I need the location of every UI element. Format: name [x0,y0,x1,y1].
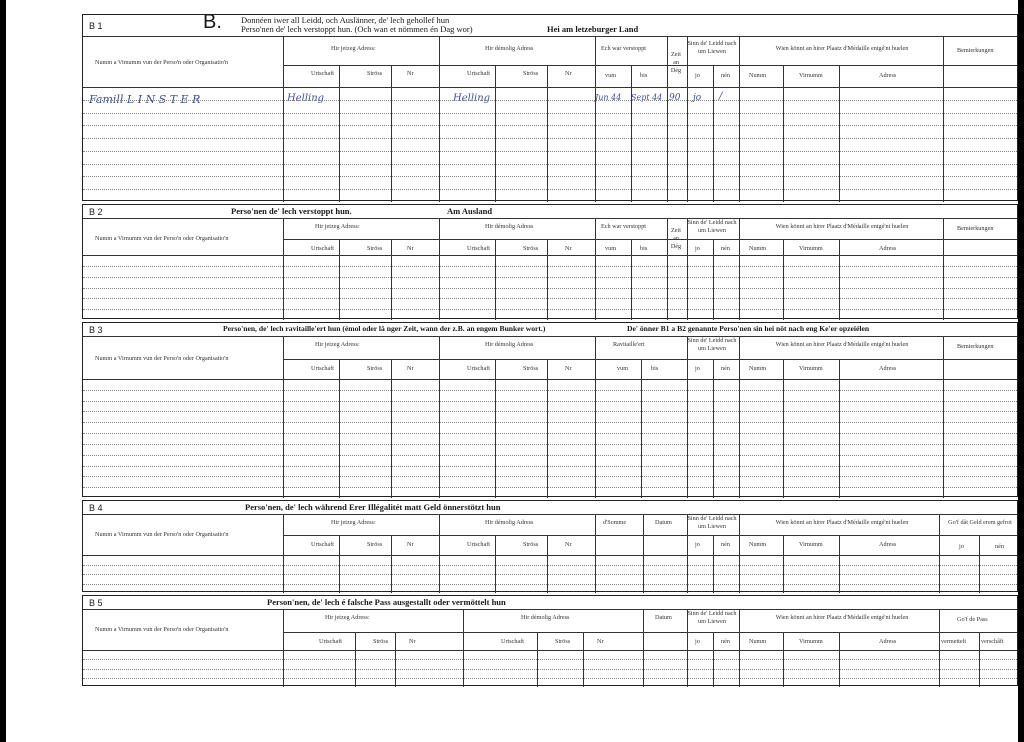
b5-sub-issued: vermettelt [941,638,967,645]
b2-col-remarks: Bemierkungen [957,225,994,232]
section-b3-subcol-divider [495,359,496,498]
b2-col-current: Hir jetzeg Adress: [315,223,360,230]
b1-sub-place: Urtschaft [311,70,335,77]
section-b2-row-line [83,309,1017,310]
b1-sub-street-2: Ströss [523,70,539,77]
b4-sub-place: Urtschaft [311,541,335,548]
b3-sub-from: vum [617,365,629,372]
section-b2-subcol-divider [547,239,548,320]
section-b3 [82,322,1018,497]
section-b4-subheader-line [283,535,1017,536]
section-b3-subcol-divider [839,359,840,498]
section-b2-subheader-line [283,239,1017,240]
section-b3-row-line [83,444,1017,445]
b1-entry-current: Helling [287,93,325,104]
b5-sub-nr-2: Nr [597,638,604,645]
scan-edge-left [0,0,6,742]
b1-entry-mark: / [719,91,723,102]
b1-entry-days: 90 [669,93,681,103]
section-b1-subcol-divider [713,65,714,202]
section-b2-id: B 2 [89,207,103,217]
section-b1-subcol-divider [667,65,668,202]
b2-sub-to: bis [640,245,648,252]
section-b1-row-line [83,125,1017,126]
b2-sub-no: nén [721,245,730,252]
section-b2-col-divider [283,219,284,320]
b1-entry-yes: jo [693,93,702,103]
b1-col-former: Hir démolig Adress [485,45,534,52]
section-b1 [82,11,1018,201]
b2-col-hidden: Ech war verstoppt [601,223,647,230]
section-b1-row-line [83,113,1017,114]
section-b2-row-line [83,266,1017,267]
b3-col-remarks: Bemierkungen [957,343,994,350]
b2-sub-street-2: Ströss [523,245,539,252]
section-b1-subcol-divider [739,65,740,202]
b1-sub-nr-2: Nr [565,70,572,77]
section-b2-subcol-divider [339,239,340,320]
b5-sub-address: Adress [879,638,897,645]
b5-sub-street: Ströss [373,638,389,645]
b5-sub-place: Urtschaft [319,638,343,645]
b4-sub-no: nén [721,541,730,548]
section-b3-subcol-divider [783,359,784,498]
section-b1-row-line [83,164,1017,165]
section-b3-row-line [83,401,1017,402]
b4-sub-nr: Nr [407,541,414,548]
b1-sub-no: nén [721,72,730,79]
b5-sub-place-2: Urtschaft [501,638,525,645]
section-b1-row-line [83,138,1017,139]
section-b5-col-divider [687,610,688,687]
section-b2-subcol-divider [713,239,714,320]
b4-sub-nr-2: Nr [565,541,572,548]
b1-col-hidden: Ech war verstoppt [601,45,647,52]
b3-sub-to: bis [651,365,659,372]
b3-sub-nr-2: Nr [565,365,572,372]
b4-sub-street: Ströss [367,541,383,548]
section-b3-subcol-divider [943,359,944,498]
b1-sub-nr: Nr [407,70,414,77]
section-b2-subcol-divider [839,239,840,320]
b4-col-former: Hir démolig Adress [485,519,534,526]
b1-entry-former: Helling [453,93,491,104]
section-b3-subcol-divider [391,359,392,498]
b1-entry-to: Sept 44 [631,93,663,102]
b5-col-pass: Go'f de Pass [957,616,988,623]
section-b3-subcol-divider [641,359,642,498]
b2-sub-nr-2: Nr [565,245,572,252]
section-b1-col-divider [283,37,284,202]
b2-col-name: Numm a Virnumm vun der Perso'n oder Organisatio'n [95,235,229,242]
b1-sub-firstname: Virnumm [799,72,823,79]
section-b1-subcol-divider [391,65,392,202]
section-b3-id: B 3 [89,325,103,335]
b5-sub-street-2: Ströss [555,638,571,645]
form-letter: B. [203,11,222,33]
section-b5-id: B 5 [89,598,103,608]
b1-col-current: Hir jetzeg Adress: [331,45,376,52]
section-b1-header [83,11,1017,37]
section-b1-subcol-divider [339,65,340,202]
b3-col-current: Hir jetzeg Adress: [315,341,360,348]
b2-sub-place-2: Urtschaft [467,245,491,252]
section-b4-row-line [83,565,1017,566]
b4-sub-no-money: nén [995,543,1004,550]
section-b1-title-right: Hei am letzeburger Land [547,24,639,34]
section-b2-row-line [83,277,1017,278]
section-b3-row-line [83,455,1017,456]
b1-sub-address: Adress [879,72,897,79]
b3-sub-yes: jo [695,365,700,372]
b5-col-name: Numm a Virnumm vun der Perso'n oder Organisatio'n [95,626,229,633]
section-b3-row-line [83,390,1017,391]
b3-col-medal: Wien könnt an hirer Plaatz d'Médaille entgé'nt huelen [775,341,909,348]
b5-col-former: Hir démolig Adress [521,614,570,621]
section-b3-row-line [83,411,1017,412]
section-b2 [82,204,1018,319]
b4-sub-place-2: Urtschaft [467,541,491,548]
section-b2-title: Perso'nen de' lech verstoppt hun. [231,206,352,216]
section-b5-row-line [83,678,1017,679]
section-b1-row-line [83,151,1017,152]
b3-sub-place: Urtschaft [311,365,335,372]
b4-col-medal: Wien könnt an hirer Plaatz d'Médaille entgé'nt huelen [775,519,909,526]
b1-sub-place-2: Urtschaft [467,70,491,77]
b2-sub-street: Ströss [367,245,383,252]
section-b1-row-line [83,100,1017,101]
section-b2-row-line [83,288,1017,289]
section-b4-id: B 4 [89,503,103,513]
b1-sub-from: vum [605,72,617,79]
b1-col-suffer: Sinn de' Leidd nach um Liewen [687,40,737,55]
b5-sub-no: nén [721,638,730,645]
b5-col-current: Hir jetzeg Adress: [325,614,370,621]
section-b3-row-line [83,466,1017,467]
section-b3-title: Perso'nen, de' lech ravitaille'ert hun (émol oder lä nger Zeit, wann der z.B. an engem Bunker wort.) [223,324,546,333]
b2-sub-from: vum [605,245,617,252]
b3-sub-street-2: Ströss [523,365,539,372]
b2-col-suffer: Sinn de' Leidd nach um Liewen [687,219,737,234]
b1-sub-street: Ströss [367,70,383,77]
section-b5-col-divider [283,610,284,687]
section-b4-row-line [83,574,1017,575]
section-b1-header-bottom [83,87,1017,88]
section-b1-id: B 1 [89,21,103,31]
section-b5-row-line [83,659,1017,660]
b1-col-remarks: Bemierkungen [957,47,994,54]
section-b5-header-bottom [83,650,1017,651]
b3-sub-nr: Nr [407,365,414,372]
b2-sub-nr: Nr [407,245,414,252]
section-b5-subheader-line [283,632,1017,633]
section-b3-row-line [83,433,1017,434]
b3-sub-street: Ströss [367,365,383,372]
b4-sub-address: Adress [879,541,897,548]
section-b2-subcol-divider [495,239,496,320]
section-b5-row-line [83,669,1017,670]
section-b3-header-bottom [83,379,1017,380]
section-b2-header [83,205,1017,219]
scan-edge-right [1018,0,1024,742]
section-b3-row-line [83,487,1017,488]
b1-entry-from: Jun 44 [595,93,622,102]
section-b3-row-line [83,422,1017,423]
b3-col-former: Hir démolig Adress [485,341,534,348]
section-b1-subcol-divider [495,65,496,202]
section-b1-subcol-divider [783,65,784,202]
section-b1-subcol-divider [547,65,548,202]
section-b1-subcol-divider [439,65,440,202]
b3-sub-no: nén [721,365,730,372]
b5-col-suffer: Sinn de' Leidd nach um Liewen [687,610,737,625]
b4-col-money: Go'f dåt Geld erem gefrot [948,519,1012,526]
section-b4-col-divider [687,515,688,593]
section-b1-subcol-divider [839,65,840,202]
section-b3-subcol-divider [547,359,548,498]
b3-sub-place-2: Urtschaft [467,365,491,372]
section-b2-row-line [83,298,1017,299]
section-b1-subcol-divider [943,65,944,202]
b5-sub-nr: Nr [409,638,416,645]
b4-col-date: Datum [655,519,672,526]
section-b1-row-line [83,189,1017,190]
section-b4-col-divider [283,515,284,593]
b4-sub-yes-money: jo [959,543,964,550]
section-b3-subcol-divider [339,359,340,498]
b1-sub-yes: jo [695,72,700,79]
b5-sub-yes: jo [695,638,700,645]
section-b3-row-line [83,476,1017,477]
section-b3-header [83,323,1017,337]
section-b1-title-1: Donnéen iwer all Leidd, och Auslänner, de' lech gehollef hun [241,15,450,25]
b4-col-sum: d'Somme [603,519,627,526]
b3-sub-address: Adress [879,365,897,372]
section-b5-title: Person'nen, de' lech é falsche Pass ausgestallt oder vermöttelt hun [267,597,506,607]
b3-sub-firstname: Virnumm [799,365,823,372]
b2-sub-yes: jo [695,245,700,252]
b2-sub-firstname: Virnumm [799,245,823,252]
section-b1-title-2: Perso'nen de' lech verstoppt hun. (Och wan et nömmen én Dag wor) [241,24,473,34]
section-b2-subcol-divider [739,239,740,320]
section-b4-col-divider [643,515,644,593]
section-b1-subcol-divider [631,65,632,202]
section-b2-subcol-divider [595,239,596,320]
section-b5 [82,595,1018,686]
section-b4-header-bottom [83,555,1017,556]
b4-sub-street-2: Ströss [523,541,539,548]
b4-sub-firstname: Virnumm [799,541,823,548]
section-b2-subcol-divider [631,239,632,320]
section-b3-subcol-divider [739,359,740,498]
b5-sub-made: verschâft [981,638,1004,645]
section-b4-title: Perso'nen, de' lech während Erer Illégalitét matt Geld önnerstötzt hun [245,502,501,512]
b4-sub-yes: jo [695,541,700,548]
section-b3-subcol-divider [439,359,440,498]
b5-col-medal: Wien könnt an hirer Plaatz d'Médaille entgé'nt huelen [775,614,909,621]
b4-col-name: Numm a Virnumm vun der Perso'n oder Organisatio'n [95,531,229,538]
b1-col-medal: Wien könnt an hirer Plaatz d'Médaille entgé'nt huelen [775,45,909,52]
b2-sub-address: Adress [879,245,897,252]
section-b1-subheader-line [283,65,1017,66]
b2-col-former: Hir démolig Adress [485,223,534,230]
b1-entry-name: Famill L I N S T E R [89,93,201,106]
section-b1-row-line [83,176,1017,177]
b2-sub-name: Numm [749,245,767,252]
b1-col-time: Zeit an Dég [670,51,682,74]
b3-col-suffer: Sinn de' Leidd nach um Liewen [687,337,737,352]
b2-col-medal: Wien könnt an hirer Plaatz d'Médaille entgé'nt huelen [775,223,909,230]
b2-sub-place: Urtschaft [311,245,335,252]
section-b2-subcol-divider [391,239,392,320]
b1-sub-to: bis [640,72,648,79]
section-b3-subcol-divider [687,359,688,498]
b2-col-time: Zeit an Dég [670,227,682,250]
section-b3-subcol-divider [595,359,596,498]
section-b3-title-right: De' önner B1 a B2 genannte Perso'nen sin hei nöt nach eng Ke'er opzeiélen [627,324,870,333]
section-b3-subheader-line [283,359,1017,360]
b5-sub-firstname: Virnumm [799,638,823,645]
section-b4-row-line [83,584,1017,585]
section-b2-subcol-divider [783,239,784,320]
section-b2-col-divider [687,219,688,320]
b1-sub-name: Numm [749,72,767,79]
section-b4 [82,500,1018,592]
b4-sub-name: Numm [749,541,767,548]
section-b2-subcol-divider [439,239,440,320]
section-b1-subcol-divider [595,65,596,202]
b4-col-current: Hir jetzeg Adress: [331,519,376,526]
b3-col-name: Numm a Virnumm vun der Perso'n oder Organisatio'n [95,355,229,362]
section-b2-subcol-divider [943,239,944,320]
section-b3-col-divider [283,337,284,498]
section-b2-header-bottom [83,255,1017,256]
section-b5-header [83,596,1017,610]
b5-sub-name: Numm [749,638,767,645]
section-b3-subcol-divider [713,359,714,498]
section-b4-header [83,501,1017,515]
section-b2-title-right: Am Ausland [447,206,493,216]
b5-col-date: Datum [655,614,672,621]
section-b2-subcol-divider [667,239,668,320]
b1-col-name: Numm a Vimumm vun der Perso'n oder Organisatio'n [95,59,229,66]
b4-col-suffer: Sinn de' Leidd nach um Liewen [687,515,737,530]
b3-col-supplied: Ravitaille'ert [613,341,645,348]
b3-sub-name: Numm [749,365,767,372]
section-b1-col-divider [687,37,688,202]
form-sheet [82,11,1018,686]
